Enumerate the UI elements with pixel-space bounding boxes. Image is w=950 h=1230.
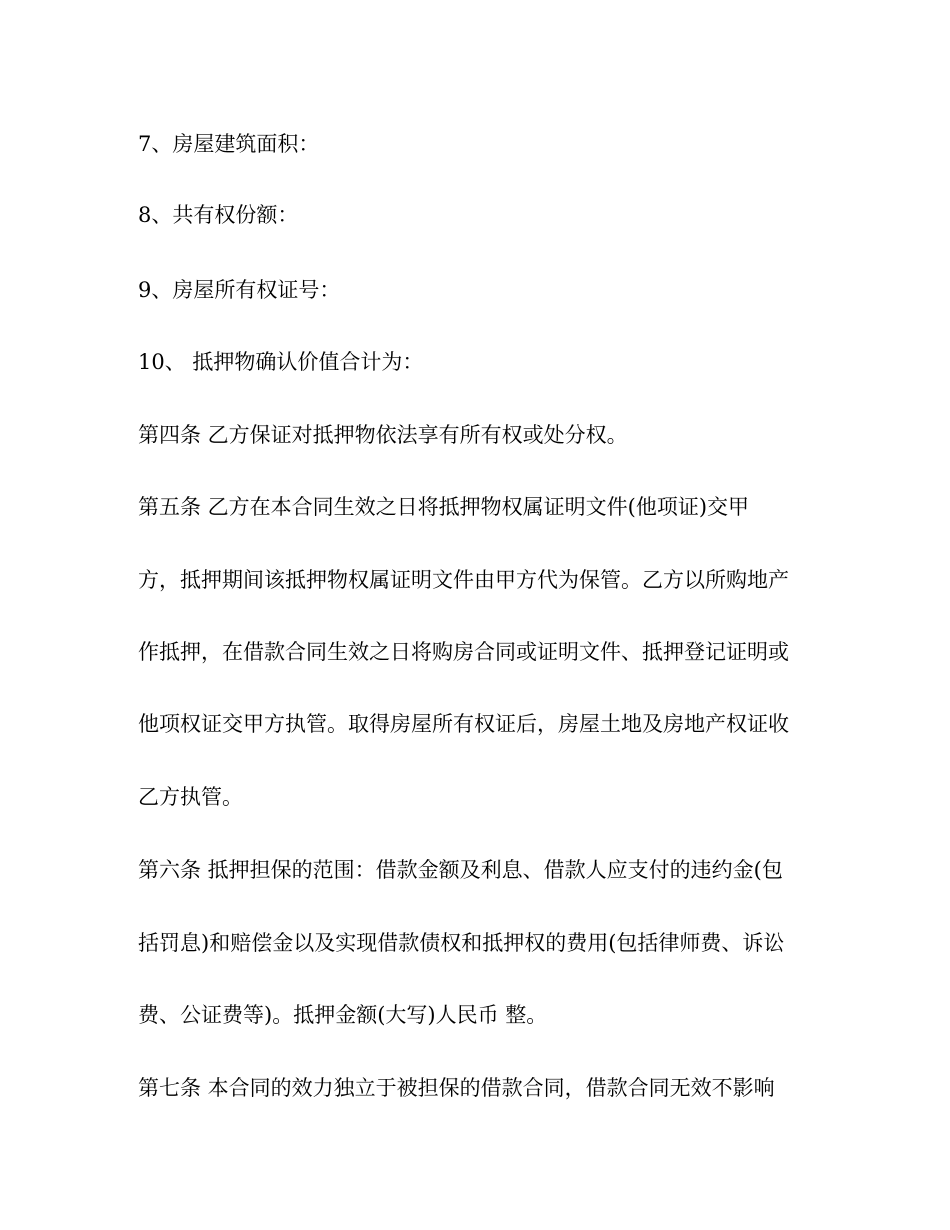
text-line-1: 7、房屋建筑面积： bbox=[138, 132, 320, 156]
text-line-6: 第五条 乙方在本合同生效之日将抵押物权属证明文件(他项证)交甲 bbox=[138, 495, 750, 519]
text-line-7: 方，抵押期间该抵押物权属证明文件由甲方代为保管。乙方以所购地产 bbox=[138, 568, 789, 592]
text-line-11: 第六条 抵押担保的范围：借款金额及利息、借款人应支付的违约金(包 bbox=[138, 858, 783, 882]
text-line-9: 他项权证交甲方执管。取得房屋所有权证后，房屋土地及房地产权证收 bbox=[138, 712, 789, 736]
text-line-3: 9、房屋所有权证号： bbox=[138, 278, 341, 302]
text-line-10: 乙方执管。 bbox=[138, 785, 243, 809]
text-line-8: 作抵押，在借款合同生效之日将购房合同或证明文件、抵押登记证明或 bbox=[138, 640, 789, 664]
text-line-5: 第四条 乙方保证对抵押物依法享有所有权或处分权。 bbox=[138, 423, 628, 447]
text-line-13: 费、公证费等)。抵押金额(大写)人民币 整。 bbox=[138, 1003, 548, 1027]
text-line-2: 8、共有权份额： bbox=[138, 203, 299, 227]
text-line-14: 第七条 本合同的效力独立于被担保的借款合同，借款合同无效不影响 bbox=[138, 1076, 775, 1100]
text-line-4: 10、 抵押物确认价值合计为： bbox=[138, 350, 424, 374]
text-line-12: 括罚息)和赔偿金以及实现借款债权和抵押权的费用(包括律师费、诉讼 bbox=[138, 931, 785, 955]
